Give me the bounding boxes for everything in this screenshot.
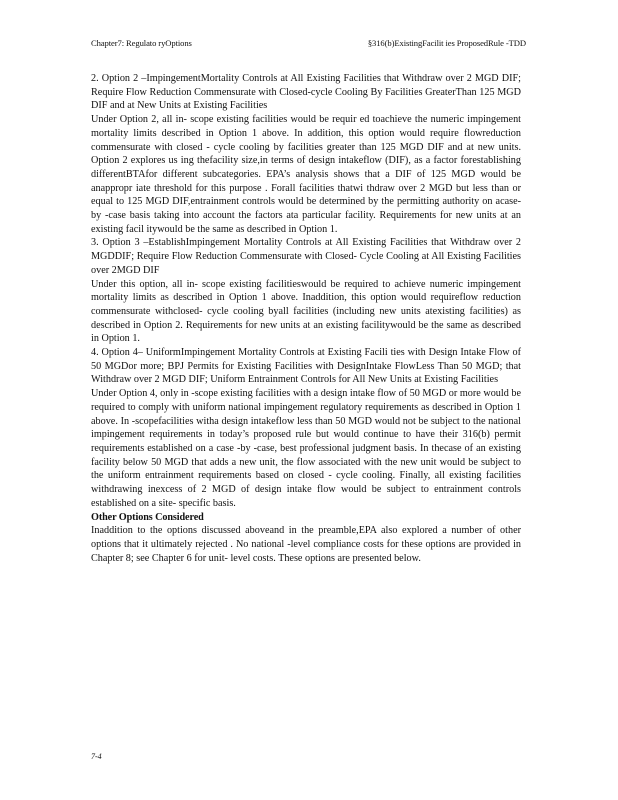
option-3-paragraph: Under this option, all in- scope existing facilitieswould be required to achieve numeric impingement mortality limits as described in Option 1 above. Inaddition, this option would requireflow reduction commensurate withclosed- cycle cooling byall facilities (including new units atexisting facilities) as described in Option 2. Requirements for new units at an existing facilitywould be the same as described in Option 1. bbox=[91, 278, 521, 345]
running-header-chapter: Chapter7: Regulato ryOptions bbox=[91, 38, 192, 48]
option-4-paragraph: Under Option 4, only in -scope existing facilities with a design intake flow of 50 MGD or more would be required to comply with uniform national impingement regulatory requirements as described in Option 1 above. In -scopefacilities witha design intakeflow less than 50 MGD would not be subject to the national impingement requirements in today’s proposed rule but would continue to have their 316(b) permit requirements established on a case -by -case, best professional judgment basis. In thecase of an existing facility below 50 MGD that adds a new unit, the flow associated with the new unit would be subject to the uniform entrainment requirements based on closed - cycle cooling. Finally, all existing facilities withdrawing inexcess of 2 MGD of design intake flow would be subject to entrainment controls established on a site- specific basis. bbox=[91, 388, 521, 509]
page-body bbox=[91, 72, 521, 565]
other-options-subheading: Other Options Considered bbox=[91, 511, 204, 523]
option-4-heading: 4. Option 4– UniformImpingement Mortality Controls at Existing Facili ties with Design Intake Flow of 50 MGDor more; BPJ Permits for Existing Facilities with DesignIntake FlowLess Than 50 MGD; that Withdraw over 2 MGD DIF; Uniform Entrainment Controls for All New Units at Existing Facilities bbox=[91, 347, 521, 386]
option-3-heading: 3. Option 3 –EstablishImpingement Mortality Controls at All Existing Facilities that Withdraw over 2 MGDDIF; Require Flow Reduction Commensurate with Closed- Cycle Cooling at All Existing Facilities over 2MGD DIF bbox=[91, 237, 521, 276]
option-2-heading: 2. Option 2 –ImpingementMortality Controls at All Existing Facilities that Withdraw over 2 MGD DIF; Require Flow Reduction Commensurate with Closed-cycle Cooling By Facilities GreaterThan 125 MGD DIF and at New Units at Existing Facilities bbox=[91, 73, 521, 112]
running-header-title: §316(b)ExistingFacilit ies ProposedRule -TDD bbox=[367, 38, 526, 48]
option-2-paragraph: Under Option 2, all in- scope existing facilities would be requir ed toachieve the numeric impingement mortality limits described in Option 1 above. In addition, this option would require flowreduction commensurate with closed - cycle cooling by facilities greater than 125 MGD DIF and at new units. Option 2 explores us ing thefacility size,in terms of design intakeflow (DIF), as a factor forestablishing differentBTAfor different subcategories. EPA’s analysis shows that a DIF of 125 MGD would be anappropr iate threshold for this purpose . Forall facilities thatwi thdraw over 2 MGD but less than or equal to 125 MGD DIF,entrainment controls would be determined by the permitting authority on acase- by -case basis taking into account the factors ata particular facility. Requirements for new units at an existing facil itywould be the same as described in Option 1. bbox=[91, 114, 521, 235]
page-number: 7-4 bbox=[91, 752, 102, 761]
other-options-paragraph: Inaddition to the options discussed aboveand in the preamble,EPA also explored a number of other options that it ultimately rejected . No national -level compliance costs for these options are provided in Chapter 8; see Chapter 6 for unit- level costs. These options are presented below. bbox=[91, 525, 521, 564]
